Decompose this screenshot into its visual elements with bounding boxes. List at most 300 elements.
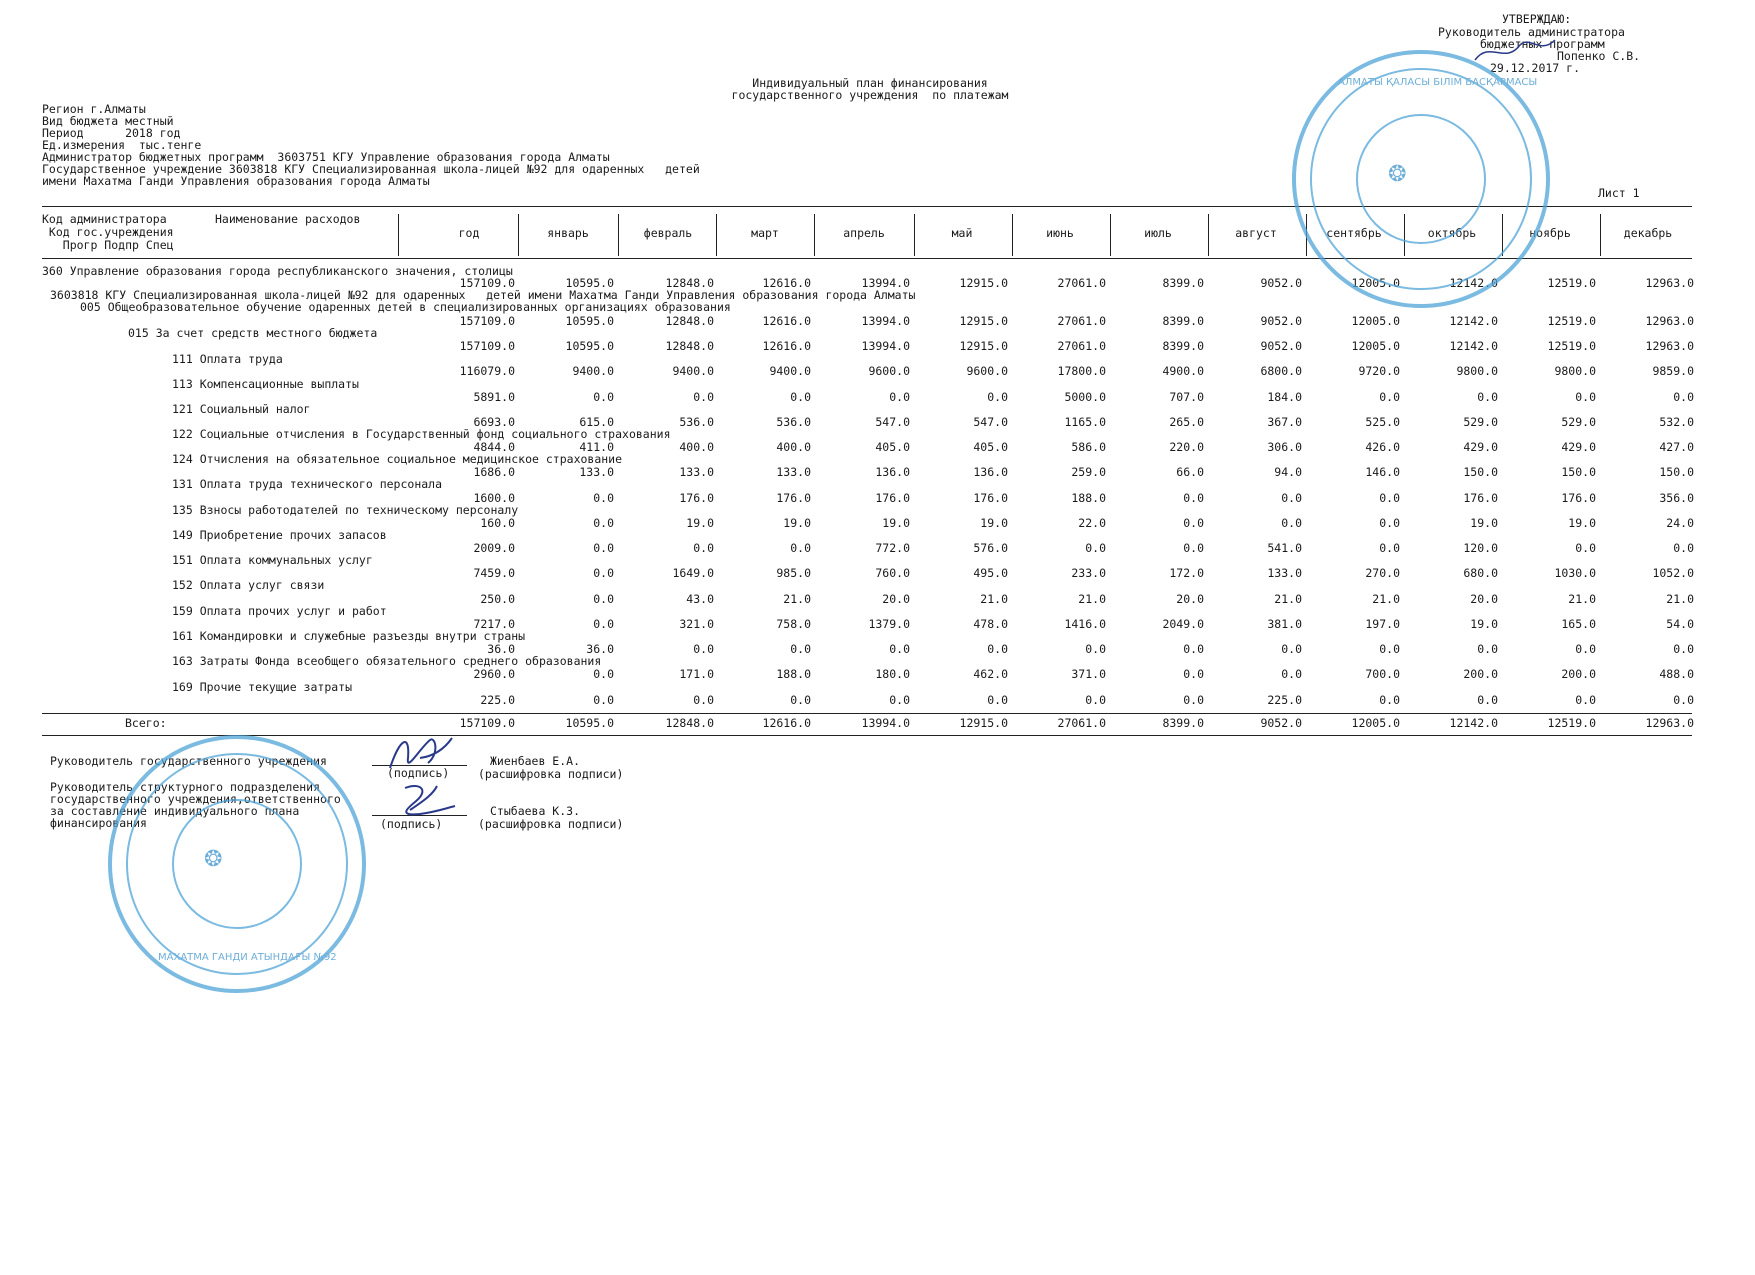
approval-stamp-text: АЛМАТЫ ҚАЛАСЫ БІЛІМ БАСҚАРМАСЫ — [1338, 77, 1538, 88]
info-institution-cont: имени Махатма Ганди Управления образования города Алматы — [42, 174, 430, 188]
row-value-cell: 2049.0 — [1162, 617, 1204, 631]
row-value-cell: 19.0 — [980, 516, 1008, 530]
row-value-cell: 760.0 — [875, 566, 910, 580]
row-value-cell: 0.0 — [593, 491, 614, 505]
column-header-2: январь — [547, 226, 589, 240]
row-value-cell: 0.0 — [889, 693, 910, 707]
row-value-cell: 0.0 — [1477, 390, 1498, 404]
approval-position-line1: Руководитель администратора — [1438, 25, 1625, 39]
row-value-cell: 12519.0 — [1547, 276, 1596, 290]
row-value-cell: 120.0 — [1463, 541, 1498, 555]
column-separator — [814, 214, 815, 256]
unit-signatory-label-2: государственного учреждения,ответственного — [50, 792, 341, 806]
row-value-cell: 12616.0 — [762, 339, 811, 353]
row-value-cell: 21.0 — [980, 592, 1008, 606]
row-value-cell: 12142.0 — [1449, 339, 1498, 353]
row-value-cell: 27061.0 — [1057, 339, 1106, 353]
row-value-cell: 0.0 — [593, 566, 614, 580]
row-label: 151 Оплата коммунальных услуг — [172, 553, 373, 567]
column-header-7: июнь — [1046, 226, 1074, 240]
row-value-cell: 20.0 — [1176, 592, 1204, 606]
row-value-cell: 0.0 — [1281, 667, 1302, 681]
row-value-cell: 12519.0 — [1547, 314, 1596, 328]
head-signature-caption: (подпись) — [387, 766, 450, 780]
row-value-cell: 1600.0 — [473, 491, 515, 505]
row-value-cell: 12963.0 — [1645, 276, 1694, 290]
row-value-cell: 21.0 — [783, 592, 811, 606]
row-value-cell: 150.0 — [1561, 465, 1596, 479]
info-unit: Ед.измерения тыс.тенге — [42, 138, 202, 152]
row-value-cell: 1379.0 — [868, 617, 910, 631]
row-value-cell: 157109.0 — [459, 314, 515, 328]
row-value-cell: 0.0 — [1183, 516, 1204, 530]
row-value-cell: 0.0 — [790, 693, 811, 707]
row-value-cell: 36.0 — [487, 642, 515, 656]
total-label: Всего: — [125, 716, 167, 730]
row-value-cell: 9400.0 — [769, 364, 811, 378]
row-value-cell: 1165.0 — [1064, 415, 1106, 429]
unit-signature-caption: (подпись) — [380, 817, 443, 831]
column-header-11: октябрь — [1427, 226, 1477, 240]
total-value-cell: 27061.0 — [1057, 716, 1106, 730]
row-value-cell: 10595.0 — [565, 339, 614, 353]
doc-title-line1: Индивидуальный план финансирования — [752, 76, 988, 90]
total-value-cell: 12963.0 — [1645, 716, 1694, 730]
row-value-cell: 150.0 — [1463, 465, 1498, 479]
row-value-cell: 0.0 — [987, 693, 1008, 707]
row-value-cell: 12963.0 — [1645, 314, 1694, 328]
total-bottom-rule — [42, 735, 1692, 736]
row-value-cell: 426.0 — [1365, 440, 1400, 454]
total-top-rule — [42, 713, 1692, 714]
row-value-cell: 13994.0 — [861, 339, 910, 353]
row-value-cell: 405.0 — [875, 440, 910, 454]
row-value-cell: 9859.0 — [1652, 364, 1694, 378]
row-value-cell: 259.0 — [1071, 465, 1106, 479]
row-value-cell: 0.0 — [593, 390, 614, 404]
row-value-cell: 233.0 — [1071, 566, 1106, 580]
row-value-cell: 157109.0 — [459, 339, 515, 353]
head-handwritten-signature — [380, 728, 460, 776]
row-value-cell: 0.0 — [693, 390, 714, 404]
row-label: 131 Оплата труда технического персонала — [172, 477, 443, 491]
row-value-cell: 270.0 — [1365, 566, 1400, 580]
row-value-cell: 133.0 — [579, 465, 614, 479]
row-value-cell: 20.0 — [882, 592, 910, 606]
row-value-cell: 532.0 — [1659, 415, 1694, 429]
row-value-cell: 0.0 — [593, 693, 614, 707]
unit-signatory-label-1: Руководитель структурного подразделения — [50, 780, 321, 794]
row-label: 124 Отчисления на обязательное социальное медицинское страхование — [172, 452, 623, 466]
row-value-cell: 0.0 — [1673, 390, 1694, 404]
row-value-cell: 367.0 — [1267, 415, 1302, 429]
row-value-cell: 1052.0 — [1652, 566, 1694, 580]
row-value-cell: 772.0 — [875, 541, 910, 555]
column-header-5: апрель — [843, 226, 885, 240]
row-value-cell: 250.0 — [480, 592, 515, 606]
row-value-cell: 0.0 — [593, 516, 614, 530]
row-value-cell: 488.0 — [1659, 667, 1694, 681]
row-value-cell: 12005.0 — [1351, 276, 1400, 290]
row-value-cell: 0.0 — [1379, 642, 1400, 656]
sheet-number: Лист 1 — [1598, 186, 1640, 200]
row-value-cell: 133.0 — [679, 465, 714, 479]
approval-position-line2: бюджетных программ — [1480, 37, 1605, 51]
total-value-cell: 12519.0 — [1547, 716, 1596, 730]
row-value-cell: 0.0 — [1477, 642, 1498, 656]
row-value-cell: 12519.0 — [1547, 339, 1596, 353]
row-value-cell: 200.0 — [1561, 667, 1596, 681]
row-value-cell: 150.0 — [1659, 465, 1694, 479]
row-value-cell: 0.0 — [1183, 491, 1204, 505]
row-label: 163 Затраты Фонда всеобщего обязательного среднего образования — [172, 654, 602, 668]
row-value-cell: 133.0 — [776, 465, 811, 479]
head-name-caption: (расшифровка подписи) — [478, 767, 624, 781]
row-value-cell: 176.0 — [973, 491, 1008, 505]
row-label: 360 Управление образования города республиканского значения, столицы — [42, 264, 513, 278]
row-value-cell: 27061.0 — [1057, 276, 1106, 290]
row-label: 3603818 КГУ Специализированная школа-лицей №92 для одаренных детей имени Махатма Ганди Управления образования города Алматы — [50, 288, 916, 302]
row-value-cell: 680.0 — [1463, 566, 1498, 580]
row-value-cell: 547.0 — [875, 415, 910, 429]
column-header-13: декабрь — [1623, 226, 1673, 240]
total-value-cell: 9052.0 — [1260, 716, 1302, 730]
row-label: 122 Социальные отчисления в Государственный фонд социального страхования — [172, 427, 671, 441]
row-value-cell: 529.0 — [1561, 415, 1596, 429]
row-value-cell: 21.0 — [1568, 592, 1596, 606]
row-value-cell: 405.0 — [973, 440, 1008, 454]
row-value-cell: 541.0 — [1267, 541, 1302, 555]
total-value-cell: 12848.0 — [665, 716, 714, 730]
info-budget-type: Вид бюджета местный — [42, 114, 174, 128]
row-value-cell: 176.0 — [776, 491, 811, 505]
row-value-cell: 19.0 — [686, 516, 714, 530]
row-value-cell: 188.0 — [776, 667, 811, 681]
row-value-cell: 197.0 — [1365, 617, 1400, 631]
row-value-cell: 0.0 — [790, 390, 811, 404]
column-separator — [1012, 214, 1013, 256]
row-value-cell: 12005.0 — [1351, 314, 1400, 328]
row-value-cell: 306.0 — [1267, 440, 1302, 454]
row-value-cell: 12142.0 — [1449, 276, 1498, 290]
institution-stamp-text: МАХАТМА ГАНДИ АТЫНДАҒЫ №92 — [158, 952, 337, 963]
row-value-cell: 525.0 — [1365, 415, 1400, 429]
row-value-cell: 0.0 — [1183, 642, 1204, 656]
row-value-cell: 985.0 — [776, 566, 811, 580]
unit-signatory-name: Стыбаева К.З. — [490, 804, 581, 818]
row-value-cell: 2009.0 — [473, 541, 515, 555]
row-value-cell: 188.0 — [1071, 491, 1106, 505]
row-value-cell: 0.0 — [889, 390, 910, 404]
total-value-cell: 12142.0 — [1449, 716, 1498, 730]
row-value-cell: 0.0 — [593, 592, 614, 606]
row-value-cell: 176.0 — [875, 491, 910, 505]
row-label: 015 За счет средств местного бюджета — [128, 326, 378, 340]
row-value-cell: 0.0 — [987, 642, 1008, 656]
row-value-cell: 0.0 — [1575, 693, 1596, 707]
row-value-cell: 0.0 — [593, 667, 614, 681]
row-value-cell: 536.0 — [679, 415, 714, 429]
row-value-cell: 19.0 — [1470, 617, 1498, 631]
row-value-cell: 0.0 — [693, 541, 714, 555]
emblem-icon: ❂ — [204, 847, 223, 872]
row-value-cell: 0.0 — [889, 642, 910, 656]
row-value-cell: 758.0 — [776, 617, 811, 631]
approval-label: УТВЕРЖДАЮ: — [1502, 12, 1572, 26]
approval-date: 29.12.2017 г. — [1490, 61, 1581, 75]
row-value-cell: 13994.0 — [861, 314, 910, 328]
column-header-4: март — [751, 226, 779, 240]
row-value-cell: 19.0 — [882, 516, 910, 530]
column-separator — [1208, 214, 1209, 256]
row-label: 135 Взносы работодателей по техническому персоналу — [172, 503, 519, 517]
row-value-cell: 0.0 — [1575, 541, 1596, 555]
column-header-10: сентябрь — [1326, 226, 1382, 240]
row-value-cell: 462.0 — [973, 667, 1008, 681]
row-value-cell: 429.0 — [1561, 440, 1596, 454]
row-value-cell: 176.0 — [1561, 491, 1596, 505]
row-value-cell: 0.0 — [1085, 642, 1106, 656]
column-header-8: июль — [1144, 226, 1172, 240]
row-value-cell: 171.0 — [679, 667, 714, 681]
row-value-cell: 21.0 — [1274, 592, 1302, 606]
row-value-cell: 133.0 — [1267, 566, 1302, 580]
column-separator — [618, 214, 619, 256]
row-value-cell: 94.0 — [1274, 465, 1302, 479]
row-value-cell: 0.0 — [1085, 693, 1106, 707]
info-period: Период 2018 год — [42, 126, 181, 140]
row-value-cell: 547.0 — [973, 415, 1008, 429]
row-value-cell: 176.0 — [679, 491, 714, 505]
row-value-cell: 0.0 — [593, 617, 614, 631]
info-region: Регион г.Алматы — [42, 102, 146, 116]
row-value-cell: 7217.0 — [473, 617, 515, 631]
approval-name: Попенко С.В. — [1557, 49, 1641, 63]
row-label: 161 Командировки и служебные разъезды внутри страны — [172, 629, 526, 643]
row-value-cell: 8399.0 — [1162, 339, 1204, 353]
row-value-cell: 12142.0 — [1449, 314, 1498, 328]
row-value-cell: 9052.0 — [1260, 314, 1302, 328]
row-value-cell: 7459.0 — [473, 566, 515, 580]
row-value-cell: 478.0 — [973, 617, 1008, 631]
row-value-cell: 400.0 — [679, 440, 714, 454]
row-value-cell: 136.0 — [973, 465, 1008, 479]
row-label: 113 Компенсационные выплаты — [172, 377, 359, 391]
row-value-cell: 66.0 — [1176, 465, 1204, 479]
row-value-cell: 172.0 — [1169, 566, 1204, 580]
column-separator — [518, 214, 519, 256]
row-value-cell: 27061.0 — [1057, 314, 1106, 328]
row-value-cell: 427.0 — [1659, 440, 1694, 454]
column-header-3: февраль — [643, 226, 693, 240]
row-value-cell: 12616.0 — [762, 314, 811, 328]
row-value-cell: 536.0 — [776, 415, 811, 429]
total-value-cell: 13994.0 — [861, 716, 910, 730]
row-value-cell: 21.0 — [1078, 592, 1106, 606]
unit-signatory-label-4: финансирования — [50, 816, 147, 830]
row-label: 121 Социальный налог — [172, 402, 311, 416]
row-value-cell: 0.0 — [1085, 541, 1106, 555]
row-value-cell: 19.0 — [1470, 516, 1498, 530]
row-value-cell: 5000.0 — [1064, 390, 1106, 404]
row-value-cell: 36.0 — [586, 642, 614, 656]
row-label-program: 005 Общеобразовательное обучение одаренных детей в специализированных организациях образования — [80, 300, 731, 314]
row-value-cell: 8399.0 — [1162, 314, 1204, 328]
head-signatory-name: Жиенбаев Е.А. — [490, 754, 581, 768]
row-value-cell: 615.0 — [579, 415, 614, 429]
emblem-icon: ❂ — [1388, 162, 1407, 187]
row-value-cell: 10595.0 — [565, 314, 614, 328]
row-value-cell: 1649.0 — [672, 566, 714, 580]
head-expense-name: Наименование расходов — [215, 212, 361, 226]
row-value-cell: 1416.0 — [1064, 617, 1106, 631]
column-separator — [398, 214, 399, 256]
row-value-cell: 0.0 — [1575, 642, 1596, 656]
institution-round-stamp — [108, 735, 366, 993]
row-value-cell: 0.0 — [1281, 491, 1302, 505]
row-label: 111 Оплата труда — [172, 352, 283, 366]
row-value-cell: 0.0 — [790, 541, 811, 555]
row-label: 149 Приобретение прочих запасов — [172, 528, 387, 542]
row-value-cell: 180.0 — [875, 667, 910, 681]
approval-round-stamp — [1292, 50, 1550, 308]
row-value-cell: 576.0 — [973, 541, 1008, 555]
row-value-cell: 9052.0 — [1260, 339, 1302, 353]
row-value-cell: 176.0 — [1463, 491, 1498, 505]
total-value-cell: 10595.0 — [565, 716, 614, 730]
row-value-cell: 12915.0 — [959, 314, 1008, 328]
unit-handwritten-signature — [385, 780, 465, 822]
row-value-cell: 0.0 — [790, 642, 811, 656]
row-value-cell: 0.0 — [1673, 541, 1694, 555]
row-value-cell: 6800.0 — [1260, 364, 1302, 378]
row-value-cell: 0.0 — [1673, 642, 1694, 656]
row-value-cell: 0.0 — [593, 541, 614, 555]
row-value-cell: 225.0 — [480, 693, 515, 707]
row-value-cell: 0.0 — [1379, 541, 1400, 555]
row-label: 169 Прочие текущие затраты — [172, 680, 353, 694]
row-value-cell: 0.0 — [1183, 693, 1204, 707]
doc-title-line2: государственного учреждения по платежам — [731, 88, 1009, 102]
total-value-cell: 12005.0 — [1351, 716, 1400, 730]
row-value-cell: 20.0 — [1470, 592, 1498, 606]
row-value-cell: 157109.0 — [459, 276, 515, 290]
row-value-cell: 1686.0 — [473, 465, 515, 479]
row-value-cell: 10595.0 — [565, 276, 614, 290]
row-value-cell: 5891.0 — [473, 390, 515, 404]
row-value-cell: 43.0 — [686, 592, 714, 606]
row-value-cell: 9400.0 — [672, 364, 714, 378]
row-value-cell: 265.0 — [1169, 415, 1204, 429]
row-value-cell: 200.0 — [1463, 667, 1498, 681]
row-value-cell: 21.0 — [1372, 592, 1400, 606]
row-value-cell: 12848.0 — [665, 339, 714, 353]
row-value-cell: 9800.0 — [1456, 364, 1498, 378]
row-value-cell: 9400.0 — [572, 364, 614, 378]
row-value-cell: 12005.0 — [1351, 339, 1400, 353]
total-value-cell: 12915.0 — [959, 716, 1008, 730]
row-value-cell: 0.0 — [987, 390, 1008, 404]
row-value-cell: 9800.0 — [1554, 364, 1596, 378]
row-value-cell: 4844.0 — [473, 440, 515, 454]
head-institution-code: Код гос.учреждения — [42, 225, 174, 239]
head-program-codes: Прогр Подпр Спец — [42, 238, 174, 252]
row-value-cell: 21.0 — [1666, 592, 1694, 606]
row-value-cell: 8399.0 — [1162, 276, 1204, 290]
row-value-cell: 371.0 — [1071, 667, 1106, 681]
row-value-cell: 12915.0 — [959, 276, 1008, 290]
row-value-cell: 0.0 — [1575, 390, 1596, 404]
row-value-cell: 0.0 — [1379, 693, 1400, 707]
column-header-1: год — [458, 226, 480, 240]
column-separator — [716, 214, 717, 256]
row-label: 152 Оплата услуг связи — [172, 578, 325, 592]
column-separator — [1110, 214, 1111, 256]
total-value-cell: 157109.0 — [459, 716, 515, 730]
row-value-cell: 12915.0 — [959, 339, 1008, 353]
column-header-9: август — [1235, 226, 1277, 240]
row-label: 159 Оплата прочих услуг и работ — [172, 604, 387, 618]
row-value-cell: 9052.0 — [1260, 276, 1302, 290]
row-value-cell: 184.0 — [1267, 390, 1302, 404]
row-value-cell: 0.0 — [1379, 390, 1400, 404]
row-value-cell: 12963.0 — [1645, 339, 1694, 353]
row-value-cell: 12848.0 — [665, 314, 714, 328]
row-value-cell: 0.0 — [1379, 491, 1400, 505]
row-value-cell: 165.0 — [1561, 617, 1596, 631]
row-value-cell: 136.0 — [875, 465, 910, 479]
row-value-cell: 0.0 — [1183, 541, 1204, 555]
column-separator — [1600, 214, 1601, 256]
row-value-cell: 321.0 — [679, 617, 714, 631]
row-value-cell: 24.0 — [1666, 516, 1694, 530]
row-value-cell: 707.0 — [1169, 390, 1204, 404]
row-value-cell: 54.0 — [1666, 617, 1694, 631]
row-value-cell: 9720.0 — [1358, 364, 1400, 378]
column-separator — [914, 214, 915, 256]
row-value-cell: 9600.0 — [868, 364, 910, 378]
row-value-cell: 0.0 — [1673, 693, 1694, 707]
row-value-cell: 529.0 — [1463, 415, 1498, 429]
head-signatory-label: Руководитель государственного учреждения — [50, 754, 327, 768]
row-value-cell: 225.0 — [1267, 693, 1302, 707]
head-admin-code: Код администратора — [42, 212, 167, 226]
row-value-cell: 1030.0 — [1554, 566, 1596, 580]
info-institution: Государственное учреждение 3603818 КГУ Специализированная школа-лицей №92 для одаренных детей — [42, 162, 700, 176]
unit-name-caption: (расшифровка подписи) — [478, 817, 624, 831]
row-value-cell: 4900.0 — [1162, 364, 1204, 378]
row-value-cell: 0.0 — [1477, 693, 1498, 707]
row-value-cell: 12848.0 — [665, 276, 714, 290]
approval-handwritten-signature — [1470, 30, 1560, 70]
row-value-cell: 429.0 — [1463, 440, 1498, 454]
row-value-cell: 17800.0 — [1057, 364, 1106, 378]
row-value-cell: 0.0 — [1183, 667, 1204, 681]
row-value-cell: 0.0 — [1281, 642, 1302, 656]
row-value-cell: 160.0 — [480, 516, 515, 530]
row-value-cell: 116079.0 — [459, 364, 515, 378]
row-value-cell: 13994.0 — [861, 276, 910, 290]
row-value-cell: 0.0 — [1281, 516, 1302, 530]
unit-signatory-label-3: за составление индивидуального плана — [50, 804, 300, 818]
row-value-cell: 356.0 — [1659, 491, 1694, 505]
row-value-cell: 0.0 — [1379, 516, 1400, 530]
row-value-cell: 9600.0 — [966, 364, 1008, 378]
row-value-cell: 12616.0 — [762, 276, 811, 290]
row-value-cell: 411.0 — [579, 440, 614, 454]
row-value-cell: 2960.0 — [473, 667, 515, 681]
column-header-6: май — [951, 226, 973, 240]
